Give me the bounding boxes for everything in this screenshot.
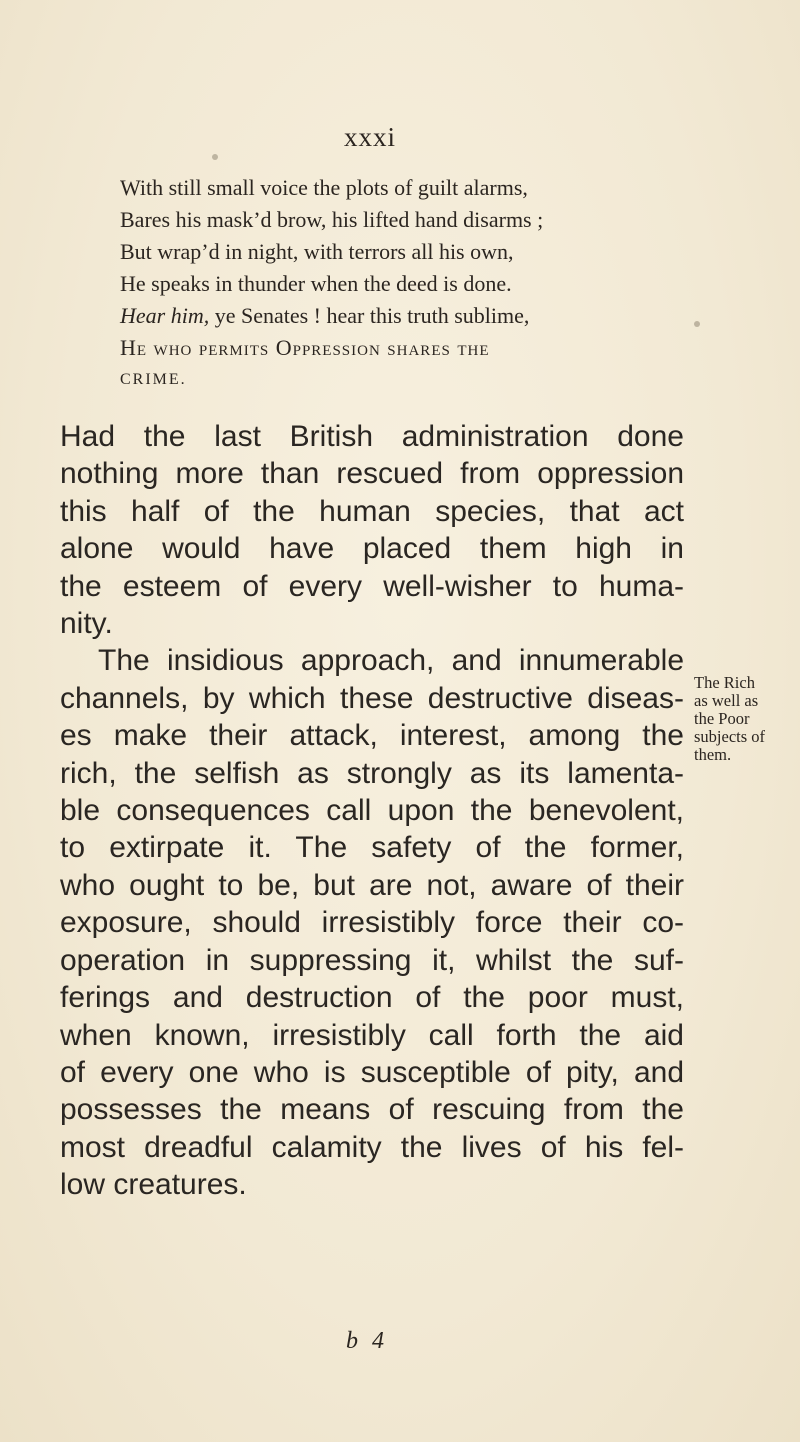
marginal-note-line: subjects of [694, 727, 766, 746]
paragraph-line: possesses the means of rescuing from the [60, 1093, 684, 1127]
paragraph-line: nity. [60, 607, 113, 641]
verse-italic-phrase: Hear him, [120, 303, 210, 328]
verse-line: But wrap’d in night, with terrors all his own, [120, 239, 514, 264]
paragraph-line: rich, the selfish as strongly as its lamenta- [60, 756, 684, 790]
body-text [60, 418, 684, 1204]
paragraph-line: this half of the human species, that act [60, 494, 684, 528]
marginal-note-line: The Rich [694, 673, 755, 692]
paragraph-line: operation in suppressing it, whilst the suf- [60, 943, 684, 977]
paragraph-line: channels, by which these destructive diseas- [60, 681, 684, 715]
paragraph-line: low creatures. [60, 1168, 247, 1202]
marginal-note-line: the Poor [694, 709, 750, 728]
paragraph-line: es make their attack, interest, among the [60, 719, 684, 753]
paragraph-line: to extirpate it. The safety of the former, [60, 831, 684, 865]
paragraph-line: ble consequences call upon the benevolent, [60, 794, 684, 828]
verse-line-final: CRIME. [120, 371, 187, 388]
ink-speck [212, 154, 218, 160]
paragraph-line: Had the last British administration done [60, 420, 684, 453]
paragraph-line: who ought to be, but are not, aware of their [60, 868, 684, 902]
verse-block [120, 172, 720, 396]
paragraph-line: nothing more than rescued from oppression [60, 457, 684, 491]
paragraph-line: when known, irresistibly call forth the aid [60, 1018, 684, 1052]
marginal-note-line: as well as [694, 691, 759, 710]
verse-line: He speaks in thunder when the deed is done. [120, 271, 512, 296]
paragraph-line: ferings and destruction of the poor must, [60, 981, 684, 1015]
paragraph-line: alone would have placed them high in [60, 532, 684, 566]
signature-mark: b 4 [346, 1328, 388, 1354]
paragraph-line: most dreadful calamity the lives of his fel- [60, 1130, 684, 1164]
paragraph-line: exposure, should irresistibly force their co- [60, 906, 684, 940]
verse-line-rest: ye Senates ! hear this truth sublime, [209, 303, 530, 328]
verse-line [120, 300, 720, 332]
verse-line-smallcaps: He who permits Oppression shares the [120, 335, 490, 360]
paragraph-line: of every one who is susceptible of pity, and [60, 1055, 684, 1089]
marginal-note-line: them. [694, 745, 732, 764]
verse-line: Bares his mask’d brow, his lifted hand disarms ; [120, 207, 544, 232]
marginal-note [694, 674, 794, 764]
paragraph-line: the esteem of every well-wisher to huma- [60, 569, 684, 603]
verse-line: With still small voice the plots of guilt alarms, [120, 175, 528, 200]
ink-speck [694, 321, 700, 327]
page-number: xxxi [343, 122, 396, 152]
paragraph-line: The insidious approach, and innumerable [98, 644, 684, 678]
